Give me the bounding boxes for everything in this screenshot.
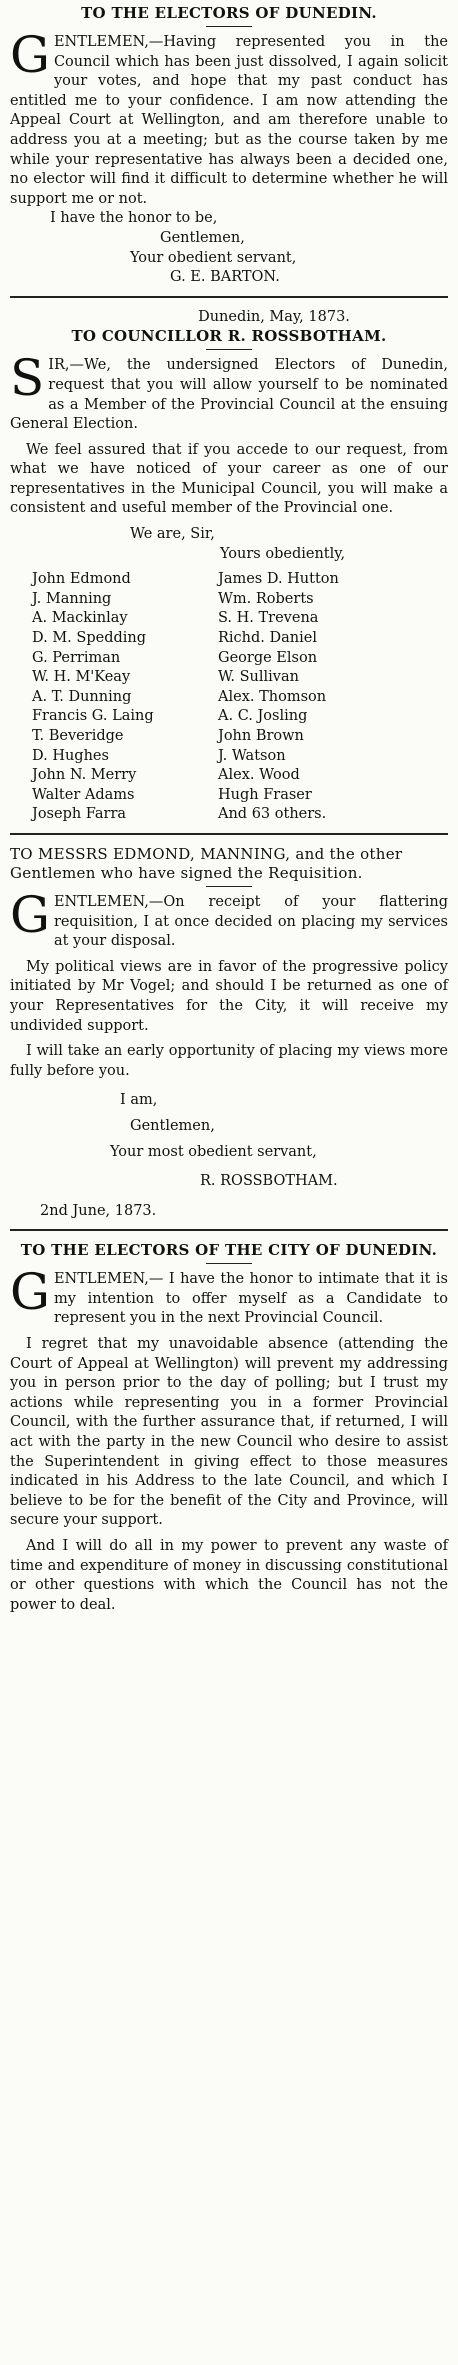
divider: [206, 26, 252, 27]
signatory-name: S. H. Trevena: [218, 610, 319, 627]
signatory-name: James D. Hutton: [218, 571, 339, 588]
signatory-name: D. Hughes: [32, 747, 109, 764]
body-paragraph: My political views are in favor of the progressive policy initiated by Mr Vogel; and should I be returned as one of your Representatives for the City, it will receive my undivided support.: [10, 958, 448, 1034]
dateline: Dunedin, May, 1873.: [198, 308, 350, 325]
signatory-name: J. Watson: [218, 747, 286, 764]
section-rule: [10, 296, 448, 298]
signatory-name: G. Perriman: [32, 649, 121, 666]
signatory-name: Alex. Wood: [218, 767, 300, 784]
advertisement-reply: [10, 845, 448, 1221]
drop-cap: S: [10, 349, 45, 408]
signatory-name: Alex. Thomson: [218, 688, 327, 705]
body-paragraph: [10, 26, 448, 209]
signature: R. ROSSBOTHAM.: [200, 1173, 338, 1190]
section-rule: [10, 833, 448, 835]
heading: TO MESSRS EDMOND, MANNING, and the other Gentlemen who have signed the Requisition.: [10, 844, 403, 882]
closing-line: Gentlemen,: [130, 1117, 215, 1134]
closing-line: Your most obedient servant,: [110, 1143, 317, 1160]
signatory-name: Richd. Daniel: [218, 630, 317, 647]
date: 2nd June, 1873.: [40, 1202, 157, 1219]
drop-cap: G: [10, 26, 50, 84]
closing-line: I am,: [120, 1092, 158, 1109]
body-paragraph: [10, 349, 448, 434]
signatory-name: John Brown: [218, 728, 304, 744]
signatory-name: And 63 others.: [218, 806, 327, 823]
divider: [206, 886, 252, 887]
signatory-name: A. C. Josling: [218, 708, 308, 725]
body-text: ENTLEMEN,—Having represented you in the Council which has been just dissolved, I again solicit your votes, and hope that my past conduct has entitled me to your confidence. I am now attending the Appeal Court at Wellington, and am therefore unable to address you at a meeting; but as the course taken by me while your representative has always been a decided one, no elector will find it difficult to determine whether he will support me or not.: [10, 34, 448, 207]
signatory-name: John N. Merry: [32, 767, 137, 784]
body-paragraph: We feel assured that if you accede to our request, from what we have noticed of your career as one of our representatives in the Municipal Council, you will make a consistent and useful member of the Provincial one.: [10, 441, 448, 517]
drop-cap: G: [10, 885, 50, 944]
signatory-name: Hugh Fraser: [218, 786, 312, 803]
body-paragraph: [10, 885, 448, 952]
body-paragraph: And I will do all in my power to prevent any waste of time and expenditure of money in discussing constitutional or other questions with which the Council has not the power to deal.: [10, 1538, 448, 1613]
signatory-name: W. H. M'Keay: [32, 669, 131, 686]
body-text: ENTLEMEN,—On receipt of your flattering requisition, I at once decided on placing my services at your disposal.: [53, 893, 448, 950]
signatory-name: Wm. Roberts: [218, 590, 314, 607]
signatory-name: George Elson: [218, 649, 318, 666]
advertisement-barton-2: [10, 1241, 448, 1615]
heading: TO COUNCILLOR R. ROSSBOTHAM.: [71, 327, 387, 346]
signatory-name: A. T. Dunning: [32, 688, 132, 705]
signatory-name: W. Sullivan: [218, 669, 299, 686]
heading: TO THE ELECTORS OF DUNEDIN.: [81, 4, 377, 22]
signatory-name: A. Mackinlay: [32, 610, 128, 627]
closing-line: Gentlemen,: [160, 229, 245, 246]
signatory-name: John Edmond: [32, 571, 131, 588]
body-text: IR,—We, the undersigned Electors of Dunedin, request that you will allow yourself to be nominated as a Member of the Provincial Council at the ensuing General Election.: [10, 357, 448, 433]
drop-cap: G: [10, 1263, 50, 1322]
signatory-name: T. Beveridge: [32, 728, 124, 744]
divider: [206, 1263, 252, 1264]
divider: [206, 349, 252, 350]
signature: G. E. BARTON.: [170, 269, 280, 286]
body-paragraph: [10, 1263, 448, 1329]
closing-line: Yours obediently,: [220, 545, 346, 562]
signatory-name: Francis G. Laing: [32, 708, 154, 725]
signatory-name: J. Manning: [32, 590, 112, 607]
closing-line: I have the honor to be,: [50, 210, 218, 227]
body-paragraph: I will take an early opportunity of placing my views more fully before you.: [10, 1043, 448, 1079]
closing-line: We are, Sir,: [130, 526, 215, 543]
closing-line: Your obedient servant,: [130, 249, 297, 266]
signatories: [10, 570, 448, 825]
advertisement-requisition: [10, 308, 448, 825]
section-rule: [10, 1229, 448, 1231]
advertisement-barton-1: [10, 0, 448, 288]
signatory-name: Walter Adams: [32, 786, 135, 803]
heading: TO THE ELECTORS OF THE CITY OF DUNEDIN.: [20, 1241, 438, 1260]
body-paragraph: I regret that my unavoidable absence (attending the Court of Appeal at Wellington) will prevent my addressing you in person prior to the day of polling; but I trust my actions while representing you in a former Provincial Council, with the further assurance that, if returned, I will act with the party in the new Council who desire to assist the Superintendent in giving effect to those measures indicated in his Address to the late Council, and which I believe to be for the benefit of the City and Province, will secure your support.: [10, 1336, 448, 1529]
signatory-name: Joseph Farra: [32, 806, 127, 823]
closing: [10, 209, 448, 287]
body-text: ENTLEMEN,— I have the honor to intimate that it is my intention to offer myself as a Candidate to represent you in the next Provincial Council.: [53, 1271, 448, 1327]
signatory-name: D. M. Spedding: [32, 630, 147, 647]
